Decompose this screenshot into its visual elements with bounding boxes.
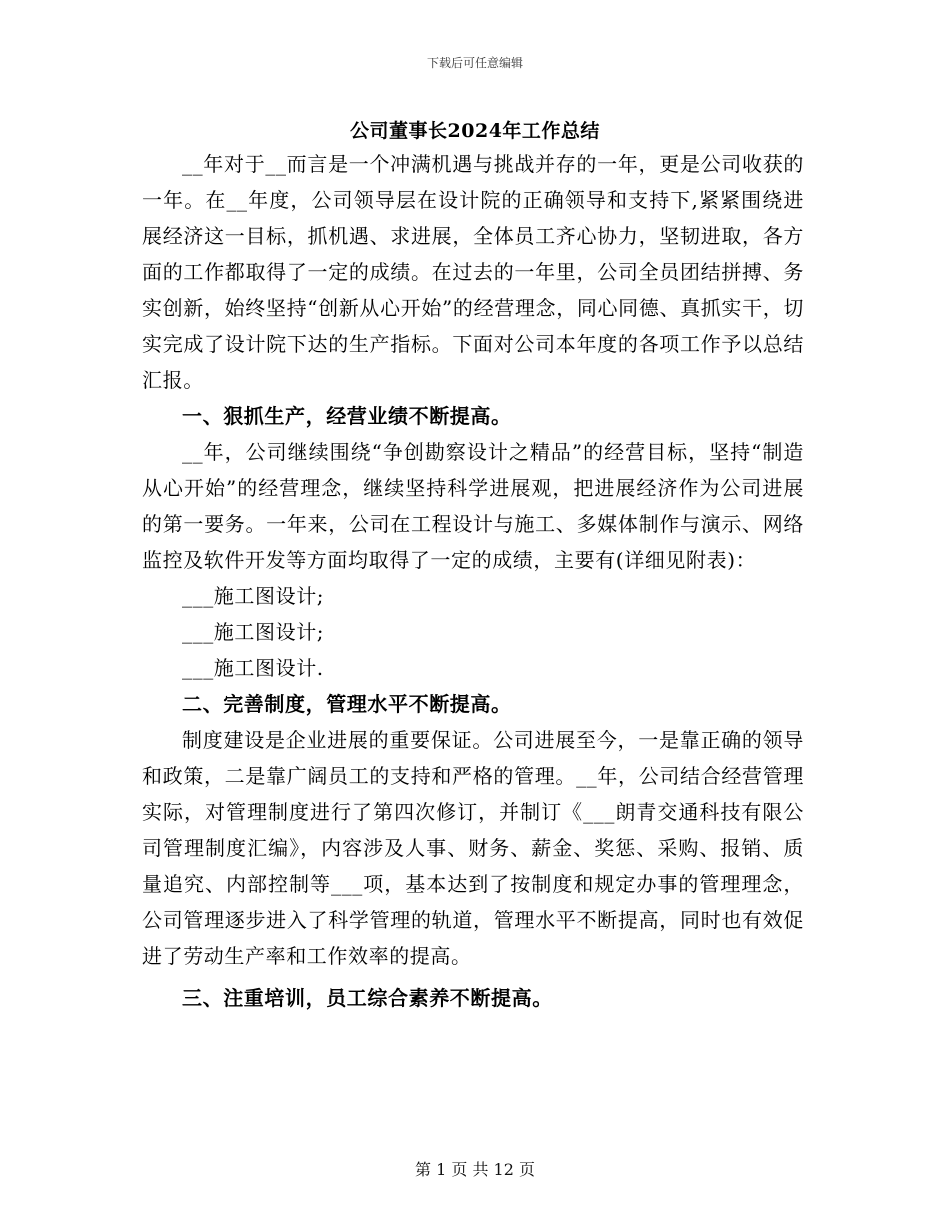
- list-item: ___施工图设计.: [182, 656, 324, 680]
- section-heading-training: 三、注重培训，员工综合素养不断提高。: [182, 986, 553, 1010]
- production-paragraph: __年，公司继续围绕“争创勘察设计之精品”的经营目标，坚持“制造从心开始”的经营理念，继续坚持科学进展观，把进展经济作为公司进展的第一要务。一年来，公司在工程设计与施工、多媒体制作与演示、网络监控及软件开发等方面均取得了一定的成绩，主要有(详细见附表)：: [142, 440, 804, 572]
- section-heading-management: 二、完善制度，管理水平不断提高。: [182, 692, 512, 716]
- list-item: ___施工图设计;: [182, 584, 325, 608]
- intro-paragraph: __年对于__而言是一个冲满机遇与挑战并存的一年，更是公司收获的一年。在__年度，公司领导层在设计院的正确领导和支持下,紧紧围绕进展经济这一目标，抓机遇、求进展，全体员工齐心协力，坚韧进取，各方面的工作都取得了一定的成绩。在过去的一年里，公司全员团结拼搏、务实创新，始终坚持“创新从心开始”的经营理念，同心同德、真抓实干，切实完成了设计院下达的生产指标。下面对公司本年度的各项工作予以总结汇报。: [142, 152, 804, 392]
- management-paragraph: 制度建设是企业进展的重要保证。公司进展至今，一是靠正确的领导和政策，二是靠广阔员工的支持和严格的管理。__年，公司结合经营管理实际，对管理制度进行了第四次修订，并制订《___朗青交通科技有限公司管理制度汇编》，内容涉及人事、财务、薪金、奖惩、采购、报销、质量追究、内部控制等___项，基本达到了按制度和规定办事的管理理念，公司管理逐步进入了科学管理的轨道，管理水平不断提高，同时也有效促进了劳动生产率和工作效率的提高。: [142, 728, 804, 968]
- document-body: [142, 146, 804, 1016]
- document-title: 公司董事长2024年工作总结: [350, 120, 600, 142]
- list-item: ___施工图设计;: [182, 620, 325, 644]
- page-number: 第 1 页 共 12 页: [415, 1160, 535, 1179]
- section-heading-production: 一、狠抓生产，经营业绩不断提高。: [182, 404, 512, 428]
- header-note: 下载后可任意编辑: [426, 56, 523, 70]
